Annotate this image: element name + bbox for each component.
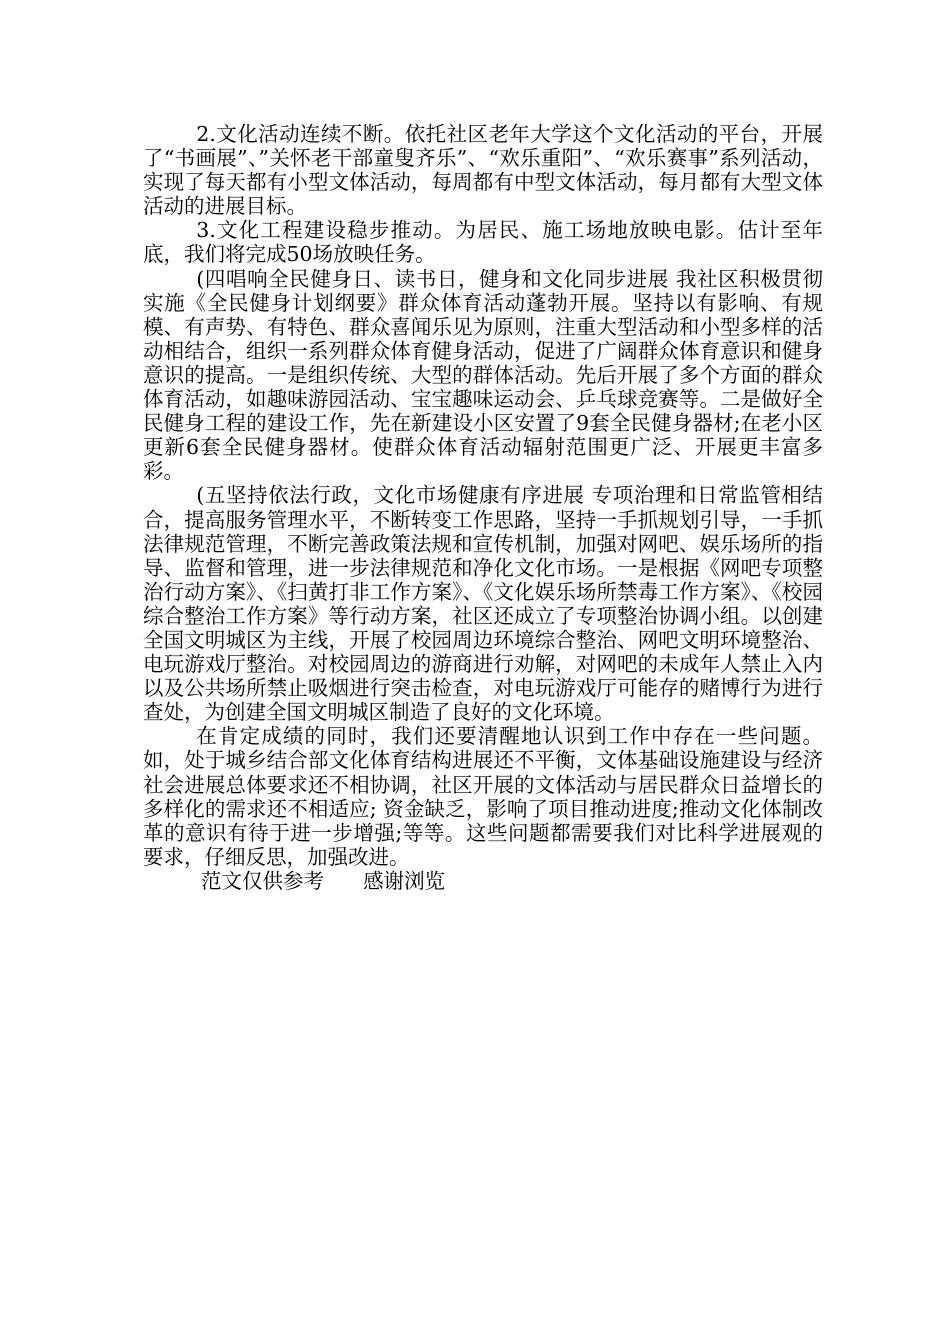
footer-note: 范文仅供参考 感谢浏览 <box>201 868 446 893</box>
paragraph-cultural-projects: 3.文化工程建设稳步推动。为居民、施工场地放映电影。估计至年底，我们将完成50场放映任务。 <box>143 218 823 267</box>
document-body <box>143 122 823 893</box>
paragraph-fitness-reading: (四唱响全民健身日、读书日，健身和文化同步进展 我社区积极贯彻实施《全民健身计划纲要》群众体育活动蓬勃开展。坚持以有影响、有规模、有声势、有特色、群众喜闻乐见为原则，注重大型活动和小型多样的活动相结合，组织一系列群众体育健身活动，促进了广阔群众体育意识和健身意识的提高。一是组织传统、大型的群体活动。先后开展了多个方面的群众体育活动，如趣味游园活动、宝宝趣味运动会、乒乓球竞赛等。二是做好全民健身工程的建设工作，先在新建设小区安置了9套全民健身器材;在老小区更新6套全民健身器材。使群众体育活动辐射范围更广泛、开展更丰富多彩。 <box>143 266 823 484</box>
paragraph-cultural-activities: 2.文化活动连续不断。依托社区老年大学这个文化活动的平台，开展了“书画展”、”关怀老干部童叟齐乐”、“欢乐重阳”、“欢乐赛事”系列活动，实现了每天都有小型文体活动，每周都有中型文体活动，每月都有大型文体活动的进展目标。 <box>143 122 823 219</box>
paragraph-problems: 在肯定成绩的同时，我们还要清醒地认识到工作中存在一些问题。如，处于城乡结合部文化体育结构进展还不平衡，文体基础设施建设与经济社会进展总体要求还不相协调，社区开展的文体活动与居民群众日益增长的多样化的需求还不相适应; 资金缺乏，影响了项目推动进度;推动文化体制改革的意识有待于进一步增强;等等。这些问题都需要我们对比科学进展观的要求，仔细反思，加强改进。 <box>143 724 823 869</box>
paragraph-market-regulation: (五坚持依法行政，文化市场健康有序进展 专项治理和日常监管相结合，提高服务管理水平，不断转变工作思路，坚持一手抓规划引导，一手抓法律规范管理，不断完善政策法规和宣传机制，加强对网吧、娱乐场所的指导、监督和管理，进一步法律规范和净化文化市场。一是根据《网吧专项整治行动方案》、《扫黄打非工作方案》、《文化娱乐场所禁毒工作方案》、《校园综合整治工作方案》等行动方案，社区还成立了专项整治协调小组。以创建全国文明城区为主线，开展了校园周边环境综合整治、网吧文明环境整治、电玩游戏厅整治。对校园周边的游商进行劝解，对网吧的未成年人禁止入内以及公共场所禁止吸烟进行突击检查，对电玩游戏厅可能存的赌博行为进行查处，为创建全国文明城区制造了良好的文化环境。 <box>143 483 823 725</box>
